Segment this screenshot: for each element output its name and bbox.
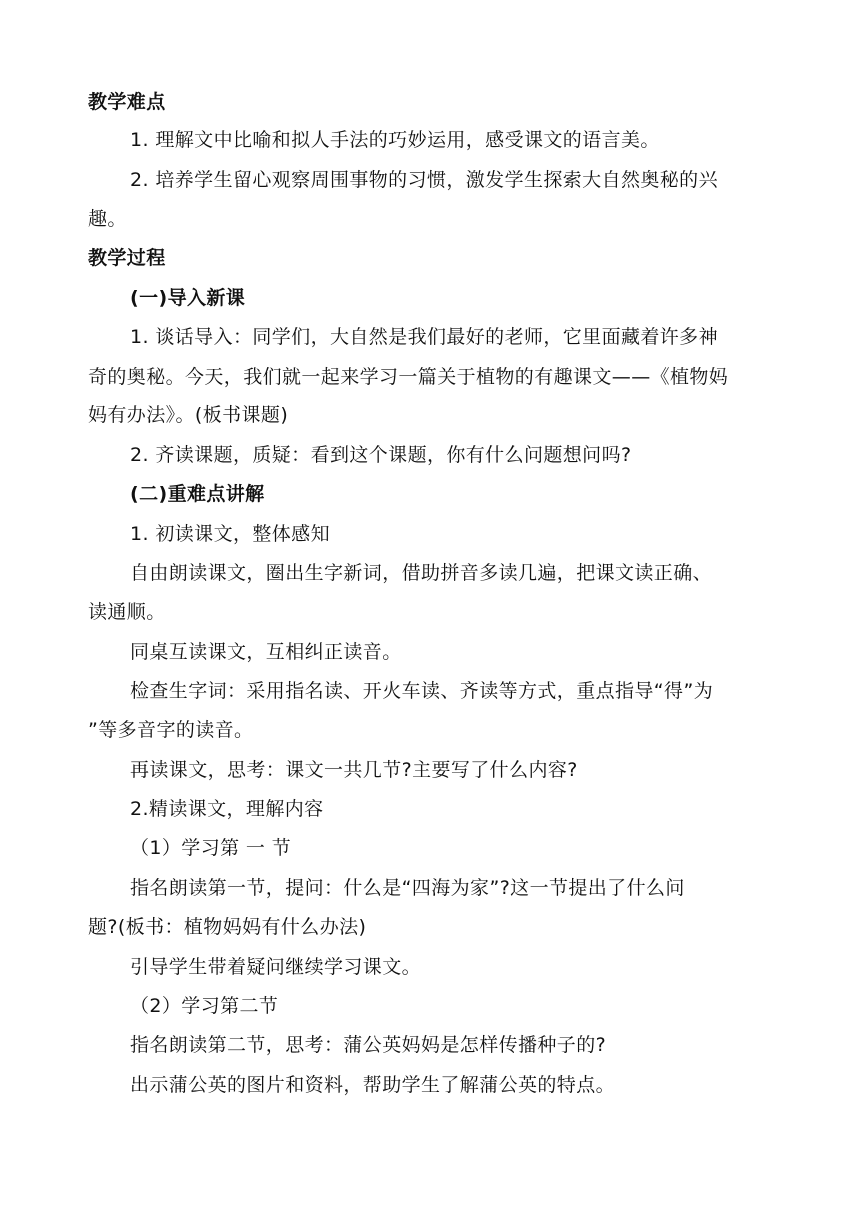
- section2-line: （2）学习第二节: [130, 995, 279, 1017]
- section2-line: （1）学习第 一 节: [130, 837, 292, 859]
- process-heading: 教学过程: [88, 247, 166, 269]
- section2-title: (二)重难点讲解: [130, 483, 265, 505]
- section2-line: 题?(板书：植物妈妈有什么办法): [88, 916, 367, 938]
- section2-line: 读通顺。: [88, 601, 166, 623]
- section2-line: 再读课文，思考：课文一共几节?主要写了什么内容?: [130, 759, 578, 781]
- difficulty-heading: 教学难点: [88, 91, 166, 113]
- section2-line: 指名朗读第一节，提问：什么是“四海为家”?这一节提出了什么问: [130, 877, 685, 899]
- section2-line: 出示蒲公英的图片和资料，帮助学生了解蒲公英的特点。: [130, 1074, 616, 1096]
- difficulty-item-2-continued: 趣。: [88, 208, 127, 230]
- difficulty-item-2: 2. 培养学生留心观察周围事物的习惯，激发学生探索大自然奥秘的兴: [130, 169, 718, 191]
- difficulty-item-1: 1. 理解文中比喻和拟人手法的巧妙运用，感受课文的语言美。: [130, 129, 660, 151]
- section2-line: 2.精读课文，理解内容: [130, 798, 324, 820]
- section2-line: 自由朗读课文，圈出生字新词，借助拼音多读几遍，把课文读正确、: [130, 562, 713, 584]
- section2-line: 指名朗读第二节，思考：蒲公英妈妈是怎样传播种子的?: [130, 1034, 607, 1056]
- section1-title: (一)导入新课: [130, 287, 246, 309]
- section2-line: 检查生字词：采用指名读、开火车读、齐读等方式，重点指导“得”为: [130, 680, 714, 702]
- section2-line: 同桌互读课文，互相纠正读音。: [130, 641, 402, 663]
- section2-line: 引导学生带着疑问继续学习课文。: [130, 956, 422, 978]
- section1-line: 奇的奥秘。今天，我们就一起来学习一篇关于植物的有趣课文——《植物妈: [88, 366, 729, 388]
- section2-line: ”等多音字的读音。: [88, 719, 254, 741]
- section1-line: 1. 谈话导入：同学们，大自然是我们最好的老师，它里面藏着许多神: [130, 326, 718, 348]
- section1-line: 2. 齐读课题，质疑：看到这个课题，你有什么问题想问吗?: [130, 444, 632, 466]
- section1-line: 妈有办法》。(板书课题): [88, 404, 289, 426]
- section2-line: 1. 初读课文，整体感知: [130, 523, 330, 545]
